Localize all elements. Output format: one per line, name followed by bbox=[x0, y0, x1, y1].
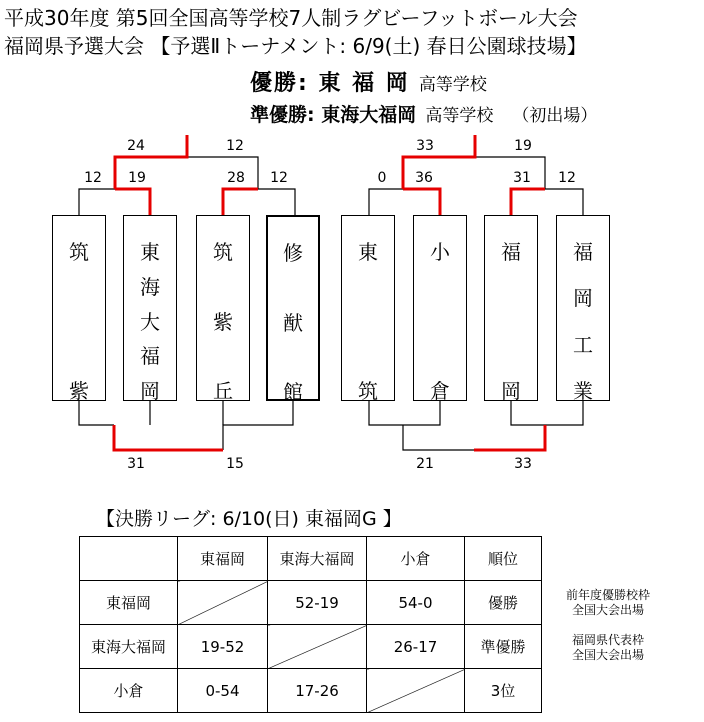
score-r1-7: 31 bbox=[513, 170, 531, 186]
team-box-shuyukan bbox=[266, 215, 320, 404]
score-semi-1: 24 bbox=[127, 138, 145, 154]
table-header-cell: 東海大福岡 bbox=[268, 537, 367, 581]
score-semi-4: 19 bbox=[514, 138, 532, 154]
team-box-chikushi bbox=[52, 215, 106, 401]
row-team: 東海大福岡 bbox=[80, 625, 178, 669]
score-bottom-3: 21 bbox=[416, 456, 434, 472]
team-char: 紫 bbox=[69, 379, 89, 403]
winner-suffix: 高等学校 bbox=[418, 75, 487, 95]
score-semi-2: 12 bbox=[226, 138, 244, 154]
table-header-cell: 小倉 bbox=[367, 537, 465, 581]
team-char: 岡 bbox=[573, 286, 593, 310]
runner-up-note: （初出場） bbox=[512, 106, 598, 126]
team-char: 小 bbox=[430, 240, 450, 264]
team-char: 紫 bbox=[213, 310, 233, 334]
score-r1-5: 0 bbox=[377, 170, 387, 186]
runner-up-label: 準優勝: bbox=[250, 104, 322, 126]
note-line: 前年度優勝校枠 bbox=[565, 588, 650, 602]
score-r1-4: 12 bbox=[270, 170, 288, 186]
score-r1-1: 12 bbox=[84, 170, 102, 186]
title-line-1: 平成30年度 第5回全国高等学校7人制ラグビーフットボール大会 bbox=[4, 6, 578, 30]
team-box-fukuoka bbox=[484, 215, 538, 401]
qualification-note-1 bbox=[548, 588, 668, 618]
team-char: 筑 bbox=[69, 240, 89, 264]
table-header-cell bbox=[80, 537, 178, 581]
table-row bbox=[80, 669, 542, 713]
team-char: 工 bbox=[573, 333, 593, 357]
row-team: 小倉 bbox=[80, 669, 178, 713]
score-bottom-4: 33 bbox=[514, 456, 532, 472]
team-char: 修 bbox=[283, 241, 303, 265]
team-char: 大 bbox=[140, 310, 160, 334]
team-box-higashi-chikushi bbox=[341, 215, 395, 401]
runner-up-name: 東海大福岡 bbox=[321, 104, 417, 126]
score-bottom-2: 15 bbox=[226, 456, 244, 472]
row-team: 東福岡 bbox=[80, 581, 178, 625]
score-r1-8: 12 bbox=[558, 170, 576, 186]
team-box-tokai-fukuoka bbox=[123, 215, 177, 401]
team-char: 猷 bbox=[283, 311, 303, 335]
row-rank: 準優勝 bbox=[465, 625, 542, 669]
score-r1-6: 36 bbox=[415, 170, 433, 186]
team-char: 岡 bbox=[140, 379, 160, 403]
team-char: 岡 bbox=[501, 379, 521, 403]
team-char: 東 bbox=[140, 240, 160, 264]
row-score: 52-19 bbox=[268, 581, 367, 625]
row-score: 54-0 bbox=[367, 581, 465, 625]
table-row bbox=[80, 625, 542, 669]
table-header-cell: 順位 bbox=[465, 537, 542, 581]
team-box-fukuoka-kogyo bbox=[556, 215, 610, 401]
winner-name: 東 福 岡 bbox=[318, 71, 410, 96]
note-line: 全国大会出場 bbox=[571, 648, 644, 662]
row-score: 19-52 bbox=[178, 625, 268, 669]
runner-up-suffix: 高等学校 bbox=[425, 106, 494, 126]
table-header-cell: 東福岡 bbox=[178, 537, 268, 581]
team-char: 福 bbox=[573, 240, 593, 264]
final-league-table bbox=[79, 536, 542, 713]
team-char: 業 bbox=[573, 379, 593, 403]
diagonal-cell bbox=[268, 625, 367, 669]
score-r1-3: 28 bbox=[227, 170, 245, 186]
row-score: 0-54 bbox=[178, 669, 268, 713]
row-rank: 優勝 bbox=[465, 581, 542, 625]
winner-label: 優勝: bbox=[250, 71, 319, 96]
team-char: 丘 bbox=[213, 379, 233, 403]
qualification-note-2 bbox=[548, 633, 668, 663]
row-score: 17-26 bbox=[268, 669, 367, 713]
team-char: 筑 bbox=[358, 379, 378, 403]
team-char: 東 bbox=[358, 240, 378, 264]
score-r1-2: 19 bbox=[128, 170, 146, 186]
final-league-title: 【決勝リーグ: 6/10(日) 東福岡G 】 bbox=[96, 508, 402, 530]
diagonal-cell bbox=[178, 581, 268, 625]
score-bottom-1: 31 bbox=[127, 456, 145, 472]
team-char: 海 bbox=[140, 275, 160, 299]
note-line: 福岡県代表枠 bbox=[571, 633, 644, 647]
row-score: 26-17 bbox=[367, 625, 465, 669]
table-row bbox=[80, 581, 542, 625]
note-line: 全国大会出場 bbox=[571, 603, 644, 617]
row-rank: 3位 bbox=[465, 669, 542, 713]
bracket-lines-winner bbox=[114, 135, 545, 450]
team-box-kokura bbox=[413, 215, 467, 401]
table-header-row bbox=[80, 537, 542, 581]
team-char: 福 bbox=[501, 240, 521, 264]
diagonal-cell bbox=[367, 669, 465, 713]
team-char: 福 bbox=[140, 344, 160, 368]
team-char: 倉 bbox=[430, 379, 450, 403]
team-char: 館 bbox=[283, 380, 303, 404]
title-line-2: 福岡県予選大会 【予選Ⅱトーナメント: 6/9(土) 春日公園球技場】 bbox=[4, 34, 587, 58]
team-box-chikushigaoka bbox=[196, 215, 250, 401]
score-semi-3: 33 bbox=[416, 138, 434, 154]
team-char: 筑 bbox=[213, 240, 233, 264]
